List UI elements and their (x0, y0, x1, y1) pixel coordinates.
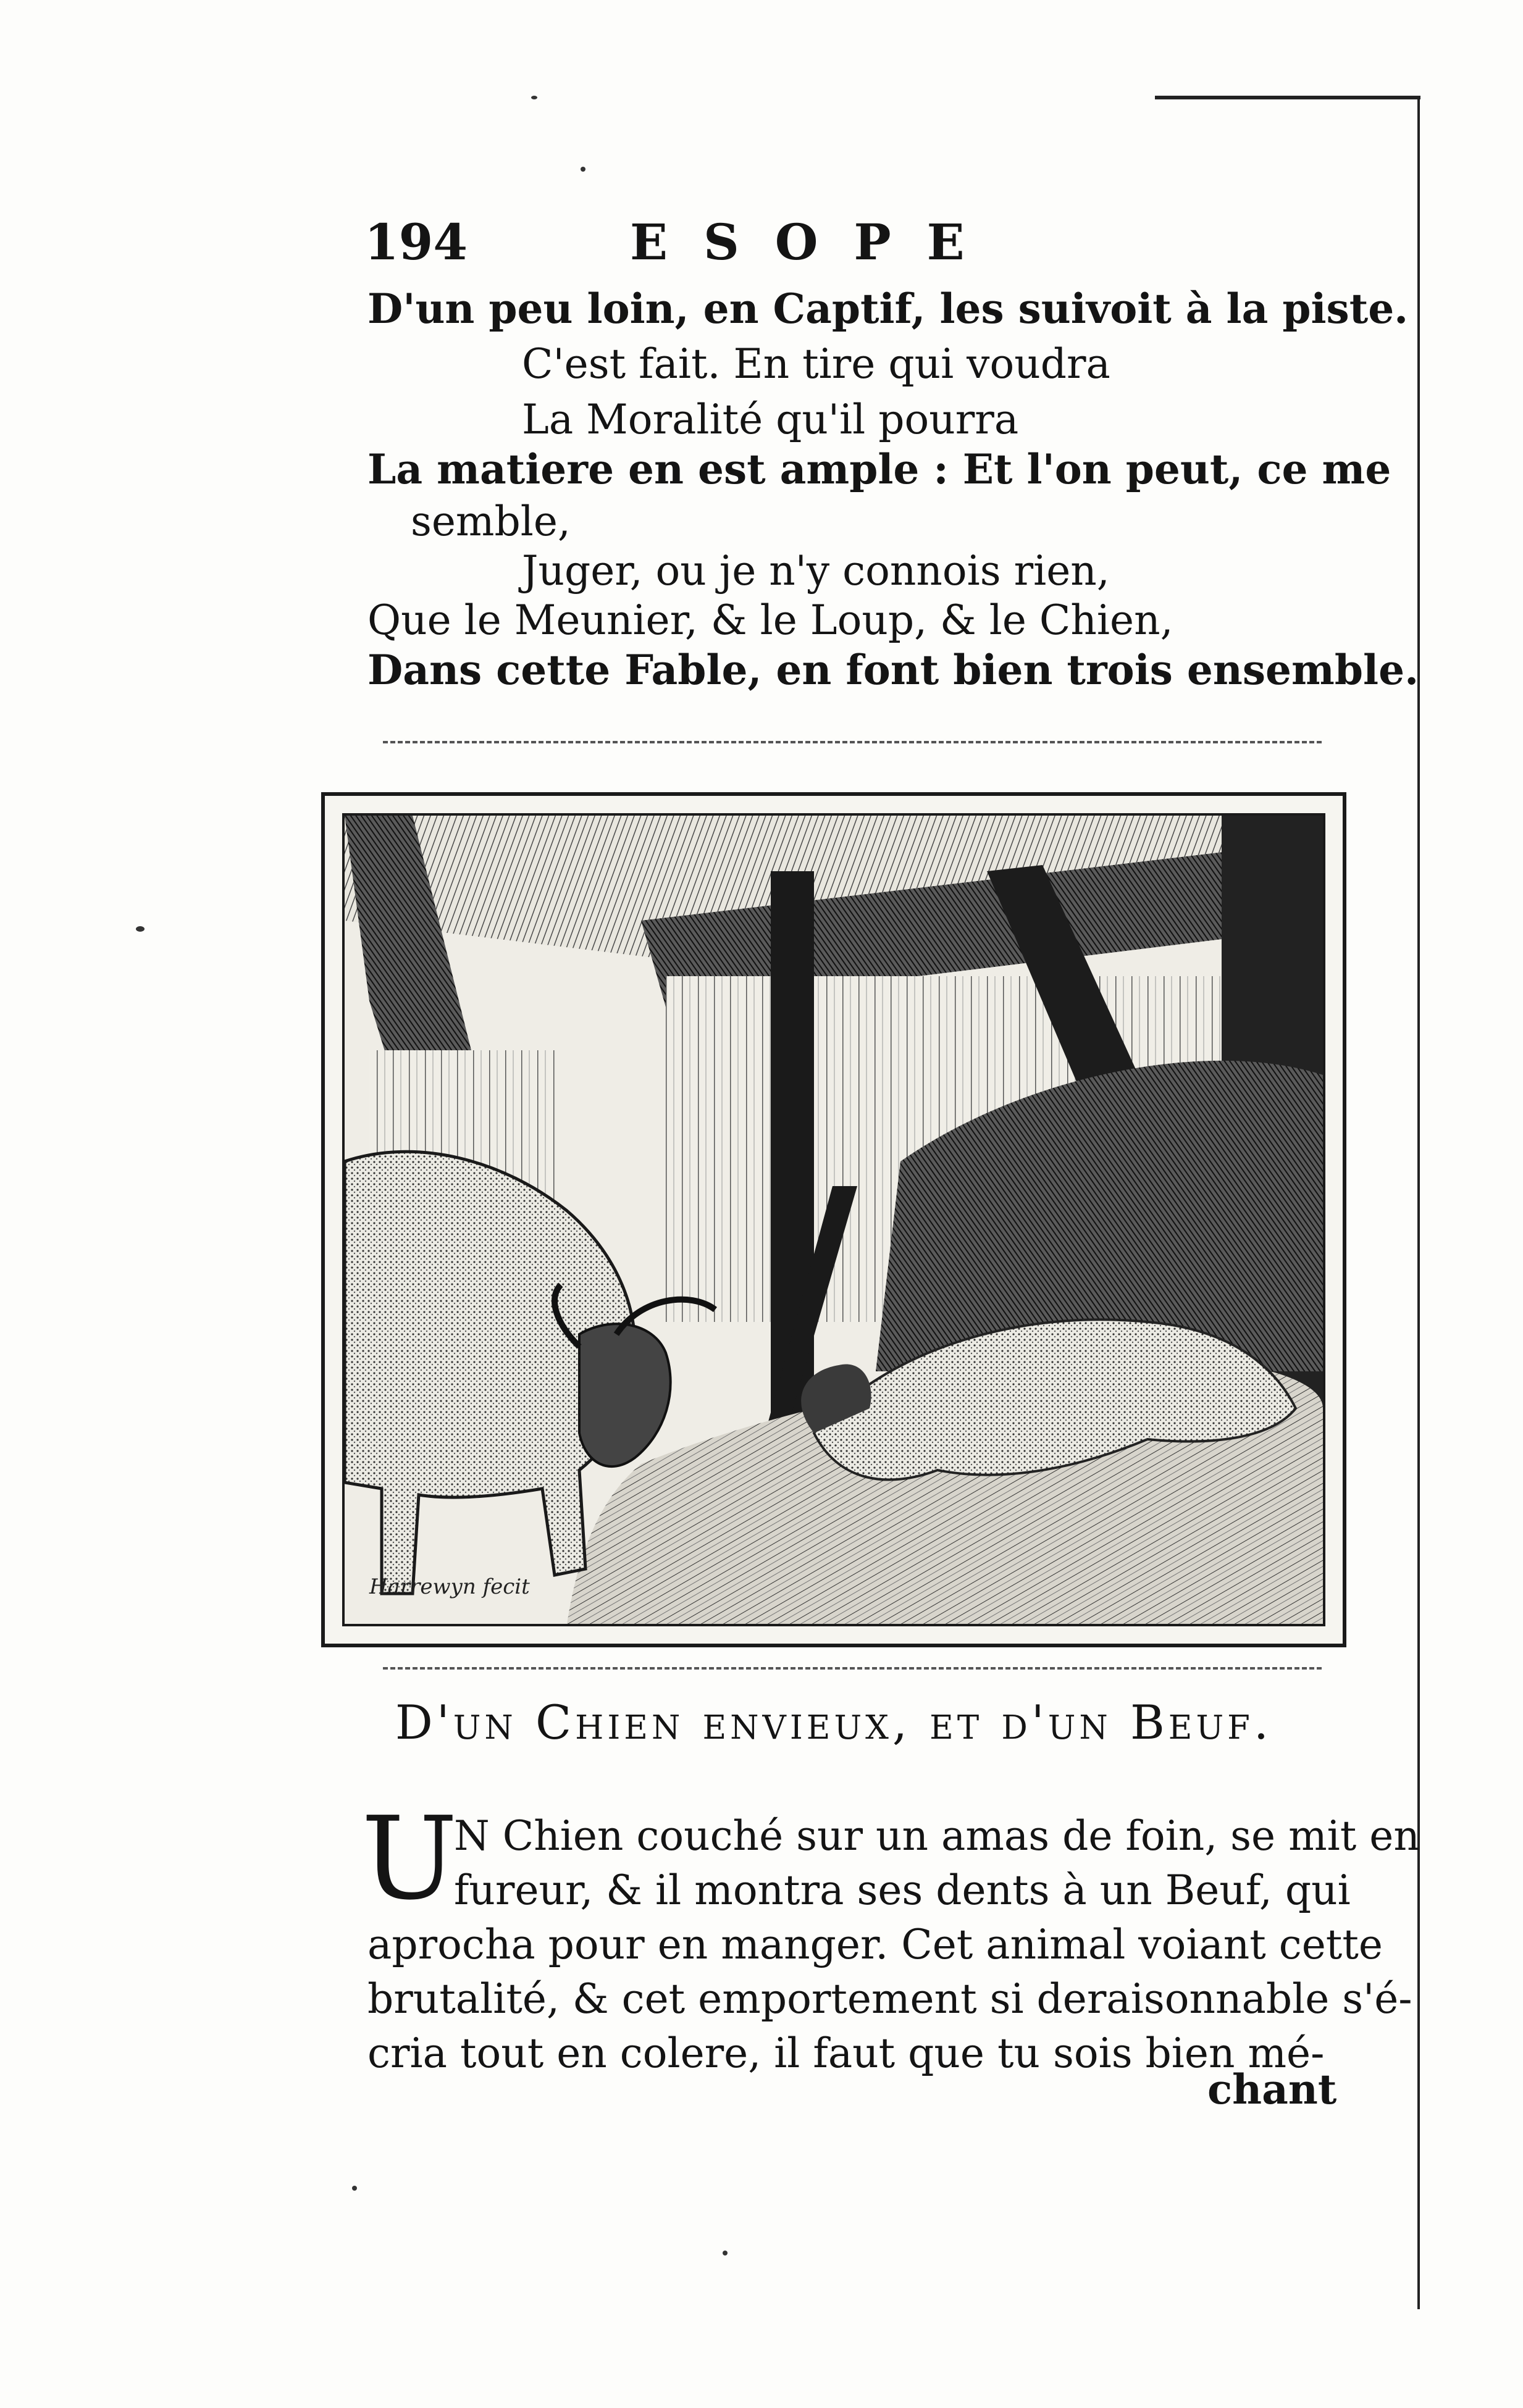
verse-line: Dans cette Fable, en font bien trois ensemble. (367, 646, 1419, 694)
drop-cap-initial: U (361, 1792, 458, 1925)
ink-speck (581, 167, 585, 172)
verse-line: C'est fait. En tire qui voudra (522, 340, 1110, 388)
verse-line: La Moralité qu'il pourra (522, 396, 1019, 443)
running-title: ESOPE (630, 213, 1001, 271)
ink-speck (531, 96, 537, 99)
top-edge-rule (1155, 96, 1420, 99)
ink-speck (136, 926, 145, 932)
catchword: chant (1207, 2065, 1337, 2113)
separator-rule-lower (383, 1667, 1322, 1670)
prose-line: aprocha pour en manger. Cet animal voiant cette (367, 1921, 1383, 1968)
verse-line: Juger, ou je n'y connois rien, (522, 547, 1110, 595)
separator-rule (383, 741, 1322, 743)
engraving-image (342, 813, 1325, 1626)
running-header (364, 213, 1340, 281)
engraving-frame (321, 792, 1346, 1647)
prose-line: cria tout en colere, il faut que tu sois bien mé- (367, 2030, 1325, 2077)
verse-line: La matiere en est ample : Et l'on peut, ce me (367, 445, 1391, 493)
ink-speck (352, 2186, 357, 2191)
page-number: 194 (364, 213, 468, 271)
verse-line: semble, (411, 498, 571, 545)
ink-speck (723, 2251, 728, 2255)
fable-title: D'un Chien envieux, et d'un Beuf. (395, 1695, 1273, 1750)
verse-line: Que le Meunier, & le Loup, & le Chien, (367, 596, 1173, 644)
engraver-signature: Harrewyn fecit (369, 1574, 530, 1599)
barn-scene-engraving (345, 816, 1323, 1624)
prose-line: N Chien couché sur un amas de foin, se mit en (454, 1812, 1420, 1860)
prose-line: brutalité, & cet emportement si deraisonnable s'é- (367, 1975, 1412, 2023)
verse-line: D'un peu loin, en Captif, les suivoit à la piste. (367, 285, 1409, 333)
page-edge-line (1417, 99, 1420, 2309)
prose-line: fureur, & il montra ses dents à un Beuf, qui (454, 1867, 1351, 1914)
